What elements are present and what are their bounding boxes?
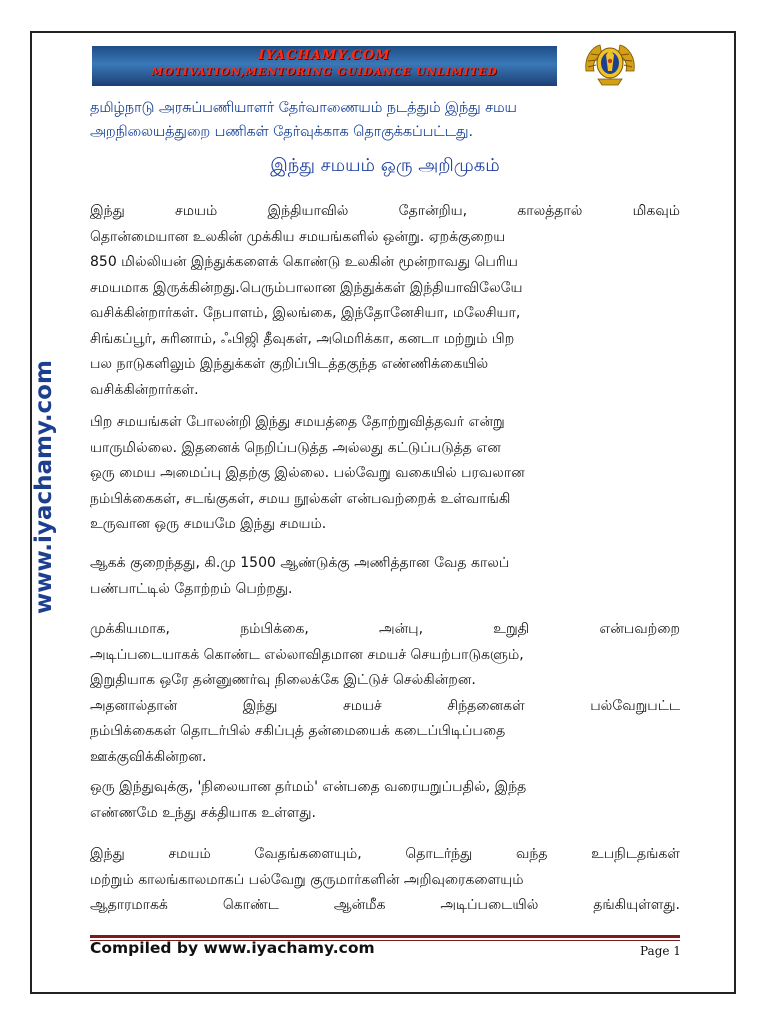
paragraph-line: இந்து சமயம் இந்தியாவில் தோன்றிய, காலத்தால் மிகவும்	[90, 203, 680, 219]
paragraph-line: வசிக்கின்றார்கள். நேபாளம், இலங்கை, இந்தோனேசியா, மலேசியா,	[90, 305, 521, 321]
footer-rule	[90, 935, 680, 938]
paragraph-line: பல நாடுகளிலும் இந்துக்கள் குறிப்பிடத்தகுந்த எண்ணிக்கையில்	[90, 356, 489, 372]
emblem-icon	[582, 41, 638, 87]
paragraph-line: ஒரு இந்துவுக்கு, 'நிலையான தர்மம்' என்பதை வரையறுப்பதில், இந்த	[90, 779, 527, 795]
subtitle	[90, 96, 680, 144]
paragraph-line: சமயமாக இருக்கின்றது.பெரும்பாலான இந்துக்கள் இந்தியாவிலேயே	[90, 279, 523, 296]
banner-site-name: IYACHAMY.COM	[258, 48, 391, 63]
paragraph-line: ஒரு மைய அமைப்பு இதற்கு இல்லை. பல்வேறு வகையில் பரவலான	[90, 465, 525, 481]
paragraph-line: நம்பிக்கைகள் தொடர்பில் சகிப்புத் தன்மையைக் கடைப்பிடிப்பதை	[90, 723, 506, 739]
banner-tagline: MOTIVATION,MENTORING GUIDANCE UNLIMITED	[151, 66, 498, 78]
paragraph-line: உருவான ஒரு சமயமே இந்து சமயம்.	[90, 516, 327, 532]
paragraph-5	[90, 775, 680, 826]
paragraph-line: தொன்மையான உலகின் முக்கிய சமயங்களில் ஒன்று. ஏறக்குறைய	[90, 228, 506, 245]
paragraph-line: இந்து சமயம் வேதங்களையும், தொடர்ந்து வந்த உபநிடதங்கள்	[90, 846, 680, 862]
paragraph-line: ஊக்குவிக்கின்றன.	[90, 748, 207, 765]
paragraph-3	[90, 551, 680, 602]
paragraph-line: முக்கியமாக, நம்பிக்கை, அன்பு, உறுதி என்பவற்றை	[90, 621, 680, 637]
paragraph-line: யாருமில்லை. இதனைக் நெறிப்படுத்த அல்லது கட்டுப்படுத்த என	[90, 439, 501, 456]
paragraph-line: அடிப்படையாகக் கொண்ட எல்லாவிதமான சமயச் செயற்பாடுகளும்,	[90, 646, 524, 663]
paragraph-line: மற்றும் காலங்காலமாகப் பல்வேறு குருமார்களின் அறிவுரைகளையும்	[90, 871, 524, 888]
paragraph-line: வசிக்கின்றார்கள்.	[90, 381, 199, 398]
paragraph-1	[90, 199, 680, 403]
paragraph-line: 850 மில்லியன் இந்துக்களைக் கொண்டு உலகின் மூன்றாவது பெரிய	[90, 254, 518, 270]
subtitle-line: தமிழ்நாடு அரசுப்பணியாளர் தேர்வாணையம் நடத்தும் இந்து சமய	[90, 100, 517, 116]
paragraph-4	[90, 617, 680, 770]
paragraph-line: இறுதியாக ஒரே தன்னுணர்வு நிலைக்கே இட்டுச் செல்கின்றன.	[90, 672, 476, 688]
paragraph-line: நம்பிக்கைகள், சடங்குகள், சமய நூல்கள் என்பவற்றைக் உள்வாங்கி	[90, 490, 511, 507]
paragraph-line: ஆதாரமாகக் கொண்ட ஆன்மீக அடிப்படையில் தங்கியுள்ளது.	[90, 897, 680, 913]
paragraph-line: பிற சமயங்கள் போலன்றி இந்து சமயத்தை தோற்றுவித்தவர் என்று	[90, 414, 505, 430]
paragraph-line: சிங்கப்பூர், சுரினாம், ஃபிஜி தீவுகள், அமெரிக்கா, கனடா மற்றும் பிற	[90, 330, 515, 347]
page-number: Page 1	[640, 944, 681, 958]
page-title: இந்து சமயம் ஒரு அறிமுகம்	[270, 155, 500, 176]
paragraph-line: பண்பாட்டில் தோற்றம் பெற்றது.	[90, 580, 293, 597]
footer-compiled-by: Compiled by www.iyachamy.com	[90, 939, 375, 957]
paragraph-6	[90, 842, 680, 919]
paragraph-line: அதனால்தான் இந்து சமயச் சிந்தனைகள் பல்வேறுபட்ட	[90, 697, 680, 714]
subtitle-line: அறநிலையத்துறை பணிகள் தேர்வுக்காக தொகுக்கப்பட்டது.	[90, 124, 473, 140]
site-banner	[92, 46, 557, 86]
paragraph-line: ஆகக் குறைந்தது, கி.மு 1500 ஆண்டுக்கு அணித்தான வேத காலப்	[90, 555, 510, 571]
paragraph-2	[90, 410, 680, 538]
paragraph-line: எண்ணமே உந்து சக்தியாக உள்ளது.	[90, 804, 316, 821]
